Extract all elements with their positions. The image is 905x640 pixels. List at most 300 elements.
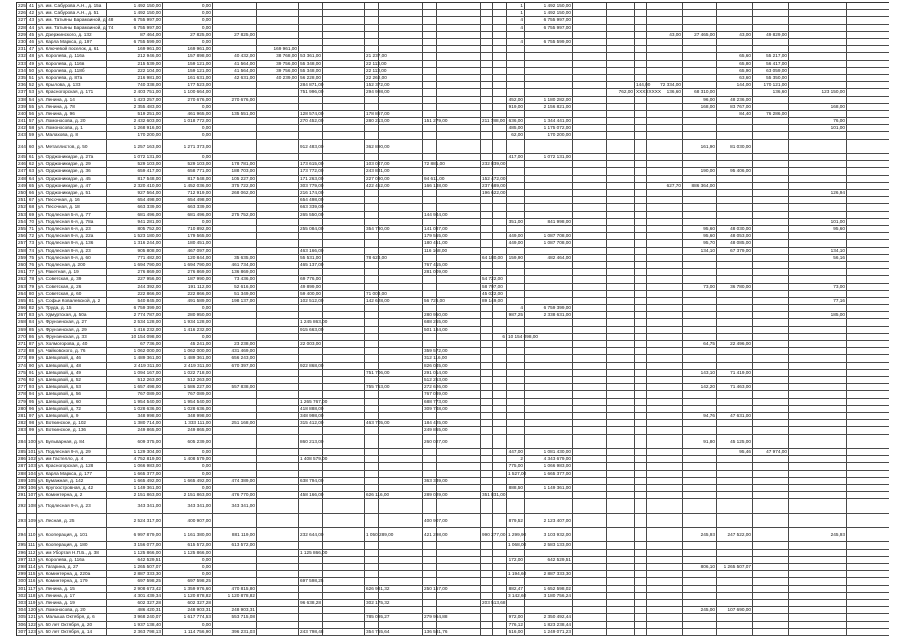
cell-item-no: 121 [28, 614, 36, 620]
cell-area-1 [647, 600, 683, 606]
cell-area-2 [753, 125, 789, 131]
cell-fill-1 [257, 248, 299, 254]
cell-total-cost: 169 961,00 [107, 46, 163, 52]
cell-area-1 [647, 25, 683, 31]
cell-extra-a [573, 420, 607, 426]
cell-extra-a [573, 399, 607, 405]
cell-facade [299, 571, 323, 577]
cell-fill-4 [437, 176, 481, 182]
cell-extra-a [573, 485, 607, 491]
cell-sum-repairs: 276 869,00 [163, 269, 213, 275]
cell-sewer: 990 277,00 [481, 528, 493, 541]
cell-fill-4 [437, 82, 481, 88]
cell-heating [365, 406, 379, 412]
cell-roof: 41 564,00 [213, 61, 257, 67]
cell-water: 281 009,00 [424, 269, 448, 275]
cell-extra-b [607, 75, 635, 81]
cell-heating [365, 542, 379, 548]
cell-row-no: 303 [18, 600, 26, 606]
cell-fill-1 [257, 161, 299, 167]
cell-cost-1 [683, 456, 717, 462]
cell-heating [365, 456, 379, 462]
cell-area-1 [647, 334, 683, 340]
cell-cost-1: 806,10 [683, 564, 717, 570]
cell-water: 250 157,00 [424, 585, 448, 591]
cell-total-cost: 249 865,00 [107, 427, 163, 433]
cell-sewer [481, 363, 493, 369]
cell-cost-2 [789, 564, 847, 570]
cell-area-2: 136,60 [753, 89, 789, 95]
cell-extra-c [635, 334, 647, 340]
cell-item-no: 65 [27, 183, 37, 189]
table-row [17, 132, 889, 139]
cell-fill-1 [257, 564, 299, 570]
cell-roof: 270 676,00 [213, 97, 257, 103]
cell-area-1 [647, 190, 683, 196]
cell-fill-5 [493, 284, 507, 290]
cell-total-cost: 1 492 150,00 [107, 3, 163, 9]
cell-area-2: 49 829,00 [753, 32, 789, 38]
cell-cost-1 [683, 269, 717, 275]
table-row [17, 449, 889, 456]
table-row [17, 492, 889, 499]
cell-total-cost: 276 869,00 [107, 269, 163, 275]
cell-fill-4 [437, 161, 481, 167]
cell-sewer [481, 204, 493, 210]
cell-extra-b [607, 478, 635, 484]
cell-facade: 315 412,00 [300, 420, 324, 426]
cell-fill-1 [257, 514, 299, 527]
cell-area-2 [753, 212, 789, 218]
table-row [17, 291, 889, 298]
cell-fill-4 [437, 312, 481, 318]
cell-fill-6 [717, 255, 753, 261]
table-row [17, 269, 889, 276]
cell-cost-1 [683, 478, 717, 484]
cell-fill-2 [323, 17, 365, 23]
cell-extra-c [635, 125, 647, 131]
cell-fill-1 [257, 557, 299, 563]
cell-lift-cost: 4 343 679,00 [525, 456, 573, 462]
cell-cost-1 [683, 327, 717, 333]
table-row [17, 97, 889, 104]
cell-heating [365, 377, 379, 383]
cell-lift-count [507, 564, 525, 570]
cell-address: ул. Воткинское, д. 136 [37, 427, 107, 433]
cell-heating [365, 363, 379, 369]
cell-item-no: 104 [28, 470, 36, 476]
cell-fill-1 [257, 176, 299, 182]
cell-heating [365, 471, 379, 477]
cell-row-no: 273 [18, 355, 26, 361]
cell-total-cost: 87 464,00 [107, 32, 163, 38]
cell-lift-cost [525, 204, 573, 210]
cell-sum-repairs: 605 239,00 [163, 435, 213, 448]
cell-row-no: 233 [18, 60, 26, 66]
cell-fill-3 [379, 427, 423, 433]
cell-fill-6 [717, 600, 753, 606]
cell-extra-c [635, 248, 647, 254]
cell-fill-5 [493, 104, 507, 110]
cell-total-cost: 3 968 240,07 [107, 614, 163, 620]
table-row [17, 39, 889, 46]
cell-roof: 51 349,00 [213, 291, 257, 297]
cell-fill-4 [437, 571, 481, 577]
cell-roof [213, 39, 257, 45]
cell-lift-count [507, 420, 525, 426]
cell-lift-count: 62,00 [507, 132, 525, 138]
cell-cost-1 [683, 542, 717, 548]
cell-extra-b [607, 53, 635, 59]
table-row [17, 363, 889, 370]
cell-sum-repairs: 157 898,00 [163, 53, 213, 59]
cell-cost-1 [683, 305, 717, 311]
cell-area-2 [753, 219, 789, 225]
cell-sum-repairs: 1 018 772,00 [163, 118, 213, 124]
cell-row-no: 225 [18, 3, 26, 8]
cell-facade [299, 154, 323, 160]
cell-water [423, 291, 437, 297]
cell-heating [365, 276, 379, 282]
cell-item-no: 71 [27, 226, 37, 232]
cell-sum-repairs: 0,00 [163, 622, 213, 628]
cell-area-1 [647, 125, 683, 131]
cell-fill-1 [257, 471, 299, 477]
cell-fill-3 [379, 25, 423, 31]
cell-cost-2 [789, 3, 847, 9]
cell-lift-count: 1 194,60 [508, 571, 527, 577]
cell-extra-c [635, 348, 647, 354]
cell-total-cost: 1 268 916,00 [107, 125, 163, 131]
cell-fill-2 [323, 557, 365, 563]
cell-total-cost: 2 419 311,00 [107, 363, 163, 369]
cell-lift-count: 1 [507, 3, 525, 9]
cell-sewer [481, 564, 493, 570]
cell-water [423, 190, 437, 196]
cell-sum-repairs: 280 950,00 [163, 312, 213, 318]
cell-row-no: 305 [18, 614, 26, 620]
cell-sewer [481, 197, 493, 203]
cell-address: ул. Шевцовой, д. 48 [37, 363, 107, 369]
cell-fill-1 [257, 478, 299, 484]
cell-area-2 [753, 622, 789, 628]
cell-lift-count [507, 607, 525, 613]
cell-extra-c [635, 600, 647, 606]
cell-sum-repairs: 187 990,00 [163, 276, 213, 282]
cell-fill-2 [323, 363, 365, 369]
cell-lift-count: 987,25 [508, 312, 523, 318]
cell-extra-b [607, 557, 635, 563]
cell-area-2 [753, 564, 789, 570]
cell-extra-b [607, 435, 635, 448]
table-row [17, 168, 889, 175]
cell-area-1 [647, 233, 683, 239]
cell-cost-2 [789, 514, 847, 527]
cell-fill-6: 65,90 [717, 68, 753, 74]
cell-water [423, 97, 437, 103]
cell-lift-cost: 1 652 598,02 [525, 586, 573, 592]
cell-extra-a [573, 564, 607, 570]
cell-fill-6: 67 379,00 [717, 248, 753, 254]
cell-lift-cost: 2 583 133,00 [525, 542, 573, 548]
cell-fill-3 [379, 75, 423, 81]
cell-fill-4 [437, 370, 481, 376]
cell-fill-5 [493, 255, 507, 261]
cell-cost-2 [789, 17, 847, 23]
cell-fill-4 [437, 32, 481, 38]
cell-sum-repairs: 0,00 [163, 25, 213, 31]
cell-fill-6 [717, 456, 753, 462]
cell-fill-3 [379, 463, 423, 469]
cell-extra-a [573, 284, 607, 290]
cell-water: 144 944,00 [424, 211, 448, 217]
cell-row-no: 245 [18, 154, 26, 160]
cell-address: ул. Красногорская, д. 171 [37, 89, 107, 95]
cell-lift-count [507, 291, 525, 297]
cell-area-1 [647, 197, 683, 203]
cell-fill-3 [379, 571, 423, 577]
cell-fill-3 [379, 586, 423, 592]
cell-heating: 142 628,00 [366, 297, 390, 303]
cell-fill-3 [379, 3, 423, 9]
cell-item-no: 56 [27, 111, 37, 117]
cell-total-cost: 681 496,00 [107, 212, 163, 218]
cell-total-cost: 602 327,28 [107, 600, 163, 606]
cell-fill-2 [323, 499, 365, 512]
cell-heating [365, 427, 379, 433]
cell-extra-a [573, 363, 607, 369]
cell-lift-cost: 841 998,00 [525, 219, 573, 225]
cell-lift-count: 879,52 [507, 514, 525, 527]
cell-fill-3 [379, 168, 423, 174]
cell-heating [365, 550, 379, 556]
cell-total-cost: 244 392,00 [107, 284, 163, 290]
cell-fill-2 [323, 391, 365, 397]
cell-facade: 922 868,00 [300, 362, 324, 368]
table-row [17, 17, 889, 24]
cell-lift-count [507, 298, 525, 304]
cell-fill-2 [323, 427, 365, 433]
cell-extra-b [607, 377, 635, 383]
cell-fill-4 [437, 377, 481, 383]
cell-water [423, 10, 437, 16]
cell-sewer [481, 75, 493, 81]
cell-water: 260 027,00 [423, 435, 437, 448]
cell-fill-2 [323, 406, 365, 412]
cell-extra-c [635, 305, 647, 311]
cell-heating [365, 125, 379, 131]
cell-fill-6: 71 419,00 [717, 370, 753, 376]
table-row [17, 578, 889, 585]
cell-extra-b [607, 111, 635, 117]
cell-item-no: 58 [27, 125, 37, 131]
cell-facade: 49 899,00 [300, 283, 321, 289]
cell-lift-cost [525, 550, 573, 556]
cell-address: ул. Подлесная, д. 200 [37, 262, 107, 268]
cell-extra-c [635, 629, 647, 635]
cell-fill-6 [717, 391, 753, 397]
cell-heating [365, 197, 379, 203]
cell-fill-3 [379, 204, 423, 210]
cell-water [423, 197, 437, 203]
cell-fill-2 [323, 463, 365, 469]
cell-area-1 [647, 492, 683, 498]
cell-fill-3 [379, 499, 423, 512]
cell-item-no: 84 [27, 319, 37, 325]
cell-area-1 [647, 550, 683, 556]
cell-sum-repairs: 467 097,00 [163, 248, 213, 254]
cell-address: ул. Орджоникидзе, д. 45 [37, 176, 107, 182]
cell-lift-count [507, 46, 525, 52]
cell-area-2: 55 217,00 [753, 53, 789, 59]
cell-lift-cost [525, 183, 573, 189]
cell-item-no: 45 [27, 32, 37, 38]
cell-fill-6 [717, 355, 753, 361]
cell-area-1 [647, 449, 683, 455]
cell-fill-2 [323, 111, 365, 117]
cell-address: ул. Шевцовой, д. 72 [37, 406, 107, 412]
cell-lift-cost [525, 600, 573, 606]
cell-heating: 362 890,00 [365, 140, 379, 153]
cell-row-no: 307 [18, 628, 26, 634]
cell-lift-count: 888,50 [508, 484, 523, 490]
cell-cost-2 [789, 341, 847, 347]
cell-cost-1 [683, 492, 717, 498]
cell-row-no: 287 [18, 463, 26, 469]
cell-sum-repairs: 712 919,00 [163, 190, 213, 196]
cell-row-no: 285 [18, 448, 26, 454]
cell-fill-2 [323, 255, 365, 261]
cell-area-1 [647, 542, 683, 548]
cell-lift-count [507, 363, 525, 369]
cell-fill-6 [717, 312, 753, 318]
cell-fill-2 [323, 269, 365, 275]
cell-roof [213, 622, 257, 628]
cell-sewer [481, 39, 493, 45]
cell-cost-1 [683, 550, 717, 556]
cell-fill-3 [379, 420, 423, 426]
cell-extra-b [607, 334, 635, 340]
cell-area-2 [753, 3, 789, 9]
cell-extra-b [607, 471, 635, 477]
cell-extra-c [635, 212, 647, 218]
cell-fill-2 [323, 219, 365, 225]
cell-water [423, 600, 437, 606]
cell-fill-6 [717, 334, 753, 340]
cell-address: ул. им Убортая Н.П.Б., д. 38 [37, 550, 107, 556]
cell-total-cost: 1 129 304,00 [107, 449, 163, 455]
cell-water: 280 950,00 [424, 312, 448, 318]
cell-area-1 [647, 463, 683, 469]
cell-fill-5 [493, 485, 507, 491]
cell-lift-cost: 170 200,00 [525, 132, 573, 138]
cell-sum-repairs: 0,00 [163, 471, 213, 477]
cell-item-no: 49 [27, 61, 37, 67]
cell-cost-2 [789, 391, 847, 397]
cell-extra-c [635, 327, 647, 333]
cell-facade: 751 996,00 [300, 89, 324, 95]
cell-address: ул. Советская, д. 39 [37, 276, 107, 282]
cell-total-cost: 654 498,00 [107, 197, 163, 203]
table-row [17, 125, 889, 132]
cell-sum-repairs: 2 419 311,00 [163, 363, 213, 369]
cell-extra-b [607, 125, 635, 131]
cell-area-2 [753, 118, 789, 124]
cell-water: 289 029,00 [424, 492, 448, 498]
cell-facade [299, 622, 323, 628]
cell-sewer [481, 391, 493, 397]
cell-heating: 755 763,00 [366, 384, 390, 390]
cell-fill-6 [717, 46, 753, 52]
cell-extra-b [607, 399, 635, 405]
cell-fill-2 [323, 10, 365, 16]
cell-extra-c [635, 370, 647, 376]
cell-roof [213, 514, 257, 527]
cell-row-no: 231 [18, 46, 26, 52]
cell-area-2 [753, 104, 789, 110]
table-row [17, 471, 889, 478]
cell-extra-c [635, 622, 647, 628]
cell-cost-2 [789, 46, 847, 52]
cell-area-2 [753, 607, 789, 613]
cell-lift-cost: 1 492 150,00 [525, 10, 573, 16]
cell-lift-count [507, 269, 525, 275]
cell-area-2 [753, 435, 789, 448]
table-row [17, 3, 889, 10]
cell-cost-1 [683, 593, 717, 599]
cell-item-no: 102 [28, 456, 36, 462]
cell-item-no: 66 [27, 190, 37, 196]
cell-extra-b [607, 420, 635, 426]
cell-extra-b: 762,00 [607, 89, 635, 95]
cell-sum-repairs: 0,00 [163, 564, 213, 570]
cell-total-cost: 2 320 410,00 [107, 183, 163, 189]
cell-sum-repairs: 222 866,00 [163, 291, 213, 297]
cell-fill-6: 247 522,00 [717, 528, 753, 541]
cell-extra-c [635, 384, 647, 390]
cell-lift-cost: 2 156 821,00 [525, 104, 573, 110]
cell-lift-cost [525, 406, 573, 412]
cell-cost-2 [789, 132, 847, 138]
cell-cost-1 [683, 61, 717, 67]
cell-sewer: 64 180,00 [482, 254, 503, 260]
cell-lift-cost [525, 89, 573, 95]
cell-area-1 [647, 168, 683, 174]
cell-row-no: 249 [18, 182, 26, 188]
cell-address: ул. Гагарина, д. 27 [37, 564, 107, 570]
cell-heating [365, 132, 379, 138]
cell-cost-2 [789, 154, 847, 160]
cell-fill-3 [379, 327, 423, 333]
cell-facade: 348 998,00 [300, 412, 324, 418]
cell-fill-3 [379, 514, 423, 527]
cell-lift-count [507, 370, 525, 376]
cell-facade [299, 586, 323, 592]
cell-total-cost: 2 403 751,00 [107, 89, 163, 95]
cell-area-2 [753, 132, 789, 138]
cell-sewer [481, 17, 493, 23]
cell-water [423, 334, 437, 340]
cell-area-2 [753, 463, 789, 469]
cell-fill-5 [493, 420, 507, 426]
cell-fill-1 [257, 463, 299, 469]
cell-fill-5 [493, 132, 507, 138]
cell-fill-6 [717, 10, 753, 16]
cell-item-no: 67 [27, 197, 37, 203]
cell-fill-4 [437, 46, 481, 52]
cell-fill-2 [323, 471, 365, 477]
cell-extra-a [573, 586, 607, 592]
